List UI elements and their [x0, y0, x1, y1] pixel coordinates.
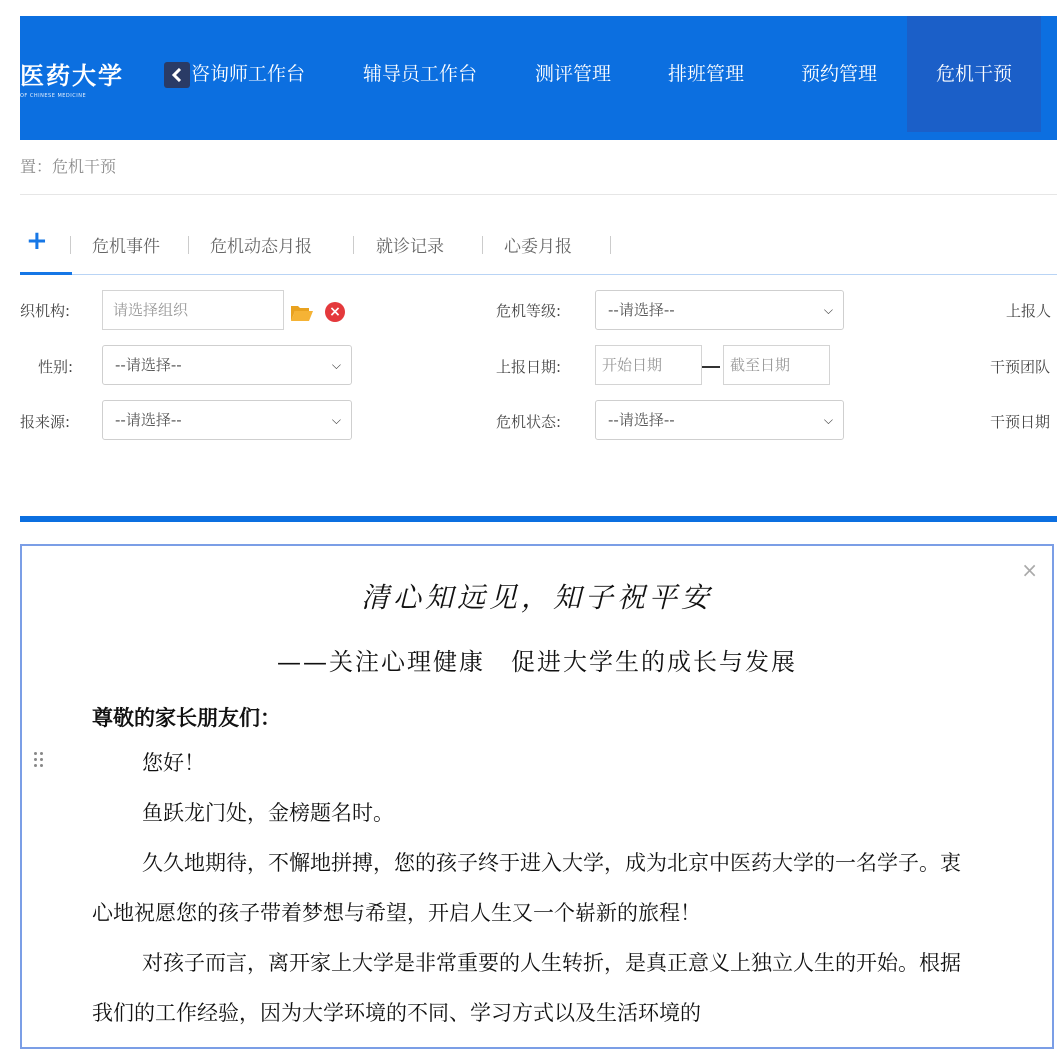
tab-baseline	[20, 274, 1057, 275]
gender-label: 性别:	[38, 358, 74, 376]
crisis-status-select-value: --请选择--	[608, 411, 675, 429]
tab-medical-records[interactable]: 就诊记录	[376, 237, 444, 257]
top-navigation-bar	[20, 16, 1057, 140]
report-date-label: 上报日期:	[496, 358, 562, 376]
end-date-input[interactable]: 截至日期	[723, 345, 830, 385]
logo-text: 医药大学	[20, 61, 124, 90]
folder-open-icon[interactable]	[290, 304, 314, 322]
gender-select[interactable]	[102, 345, 352, 385]
nav-assessment-management[interactable]: 测评管理	[535, 63, 612, 85]
reporter-label: 上报人	[1006, 302, 1052, 320]
letter-title: 清心知远见，知子祝平安	[360, 581, 713, 614]
tab-crisis-events[interactable]: 危机事件	[92, 237, 160, 257]
add-tab-icon[interactable]: +	[26, 226, 48, 256]
nav-schedule-management[interactable]: 排班管理	[668, 63, 745, 85]
chevron-down-icon: ⌵	[823, 413, 833, 427]
university-logo	[20, 56, 124, 99]
intervention-team-label: 干预团队	[990, 358, 1051, 376]
nav-instructor-workbench[interactable]: 辅导员工作台	[363, 63, 478, 85]
tab-separator	[482, 236, 483, 254]
chevron-down-icon: ⌵	[331, 358, 341, 372]
chevron-left-icon[interactable]	[164, 62, 190, 88]
gender-select-value: --请选择--	[115, 356, 182, 374]
date-range-separator	[702, 366, 720, 368]
close-icon[interactable]: ×	[1021, 558, 1038, 582]
letter-greeting: 尊敬的家长朋友们：	[92, 705, 281, 730]
breadcrumb: 置：危机干预	[20, 157, 117, 176]
nav-crisis-intervention[interactable]: 危机干预	[907, 16, 1041, 132]
start-date-input[interactable]: 开始日期	[595, 345, 702, 385]
org-input[interactable]: 请选择组织	[102, 290, 284, 330]
divider	[20, 194, 1057, 195]
source-label: 报来源:	[20, 413, 71, 431]
tab-separator	[353, 236, 354, 254]
crisis-level-select-value: --请选择--	[608, 301, 675, 319]
chevron-down-icon: ⌵	[331, 413, 341, 427]
nav-appointment-management[interactable]: 预约管理	[801, 63, 878, 85]
nav-counselor-workbench[interactable]: 咨询师工作台	[191, 63, 306, 85]
tab-separator	[70, 236, 71, 254]
chevron-down-icon: ⌵	[823, 303, 833, 317]
tab-separator	[188, 236, 189, 254]
crisis-level-label: 危机等级:	[496, 302, 562, 320]
crisis-status-label: 危机状态:	[496, 413, 562, 431]
letter-paragraph: 鱼跃龙门处，金榜题名时。	[142, 801, 394, 825]
section-bottom-bar	[20, 516, 1057, 522]
letter-paragraph: 久久地期待，不懈地拼搏，您的孩子终于进入大学，成为北京中医药大学的一名学子。衷心地祝愿您的孩子带着梦想与希望，开启人生又一个崭新的旅程！	[92, 851, 961, 925]
tab-bar	[20, 226, 1057, 274]
tab-crisis-monthly-report[interactable]: 危机动态月报	[210, 237, 312, 257]
crisis-level-select[interactable]	[595, 290, 844, 330]
drag-handle-icon[interactable]	[34, 752, 44, 770]
letter-subtitle: ——关注心理健康 促进大学生的成长与发展	[277, 648, 797, 676]
app-container	[20, 16, 1057, 522]
logo-subtext: OF CHINESE MEDICINE	[20, 93, 87, 99]
clear-icon[interactable]: ×	[325, 302, 345, 322]
source-select-value: --请选择--	[115, 411, 182, 429]
source-select[interactable]	[102, 400, 352, 440]
letter-paragraph: 对孩子而言，离开家上大学是非常重要的人生转折，是真正意义上独立人生的开始。根据我们的工作经验，因为大学环境的不同、学习方式以及生活环境的	[92, 951, 961, 1025]
tab-committee-monthly-report[interactable]: 心委月报	[504, 237, 572, 257]
letter-paragraph: 您好！	[142, 751, 205, 775]
active-tab-indicator	[20, 272, 72, 275]
intervention-date-label: 干预日期	[990, 413, 1051, 431]
crisis-status-select[interactable]	[595, 400, 844, 440]
tab-separator	[610, 236, 611, 254]
org-label: 织机构:	[20, 302, 71, 320]
parent-letter-modal	[20, 544, 1054, 1049]
